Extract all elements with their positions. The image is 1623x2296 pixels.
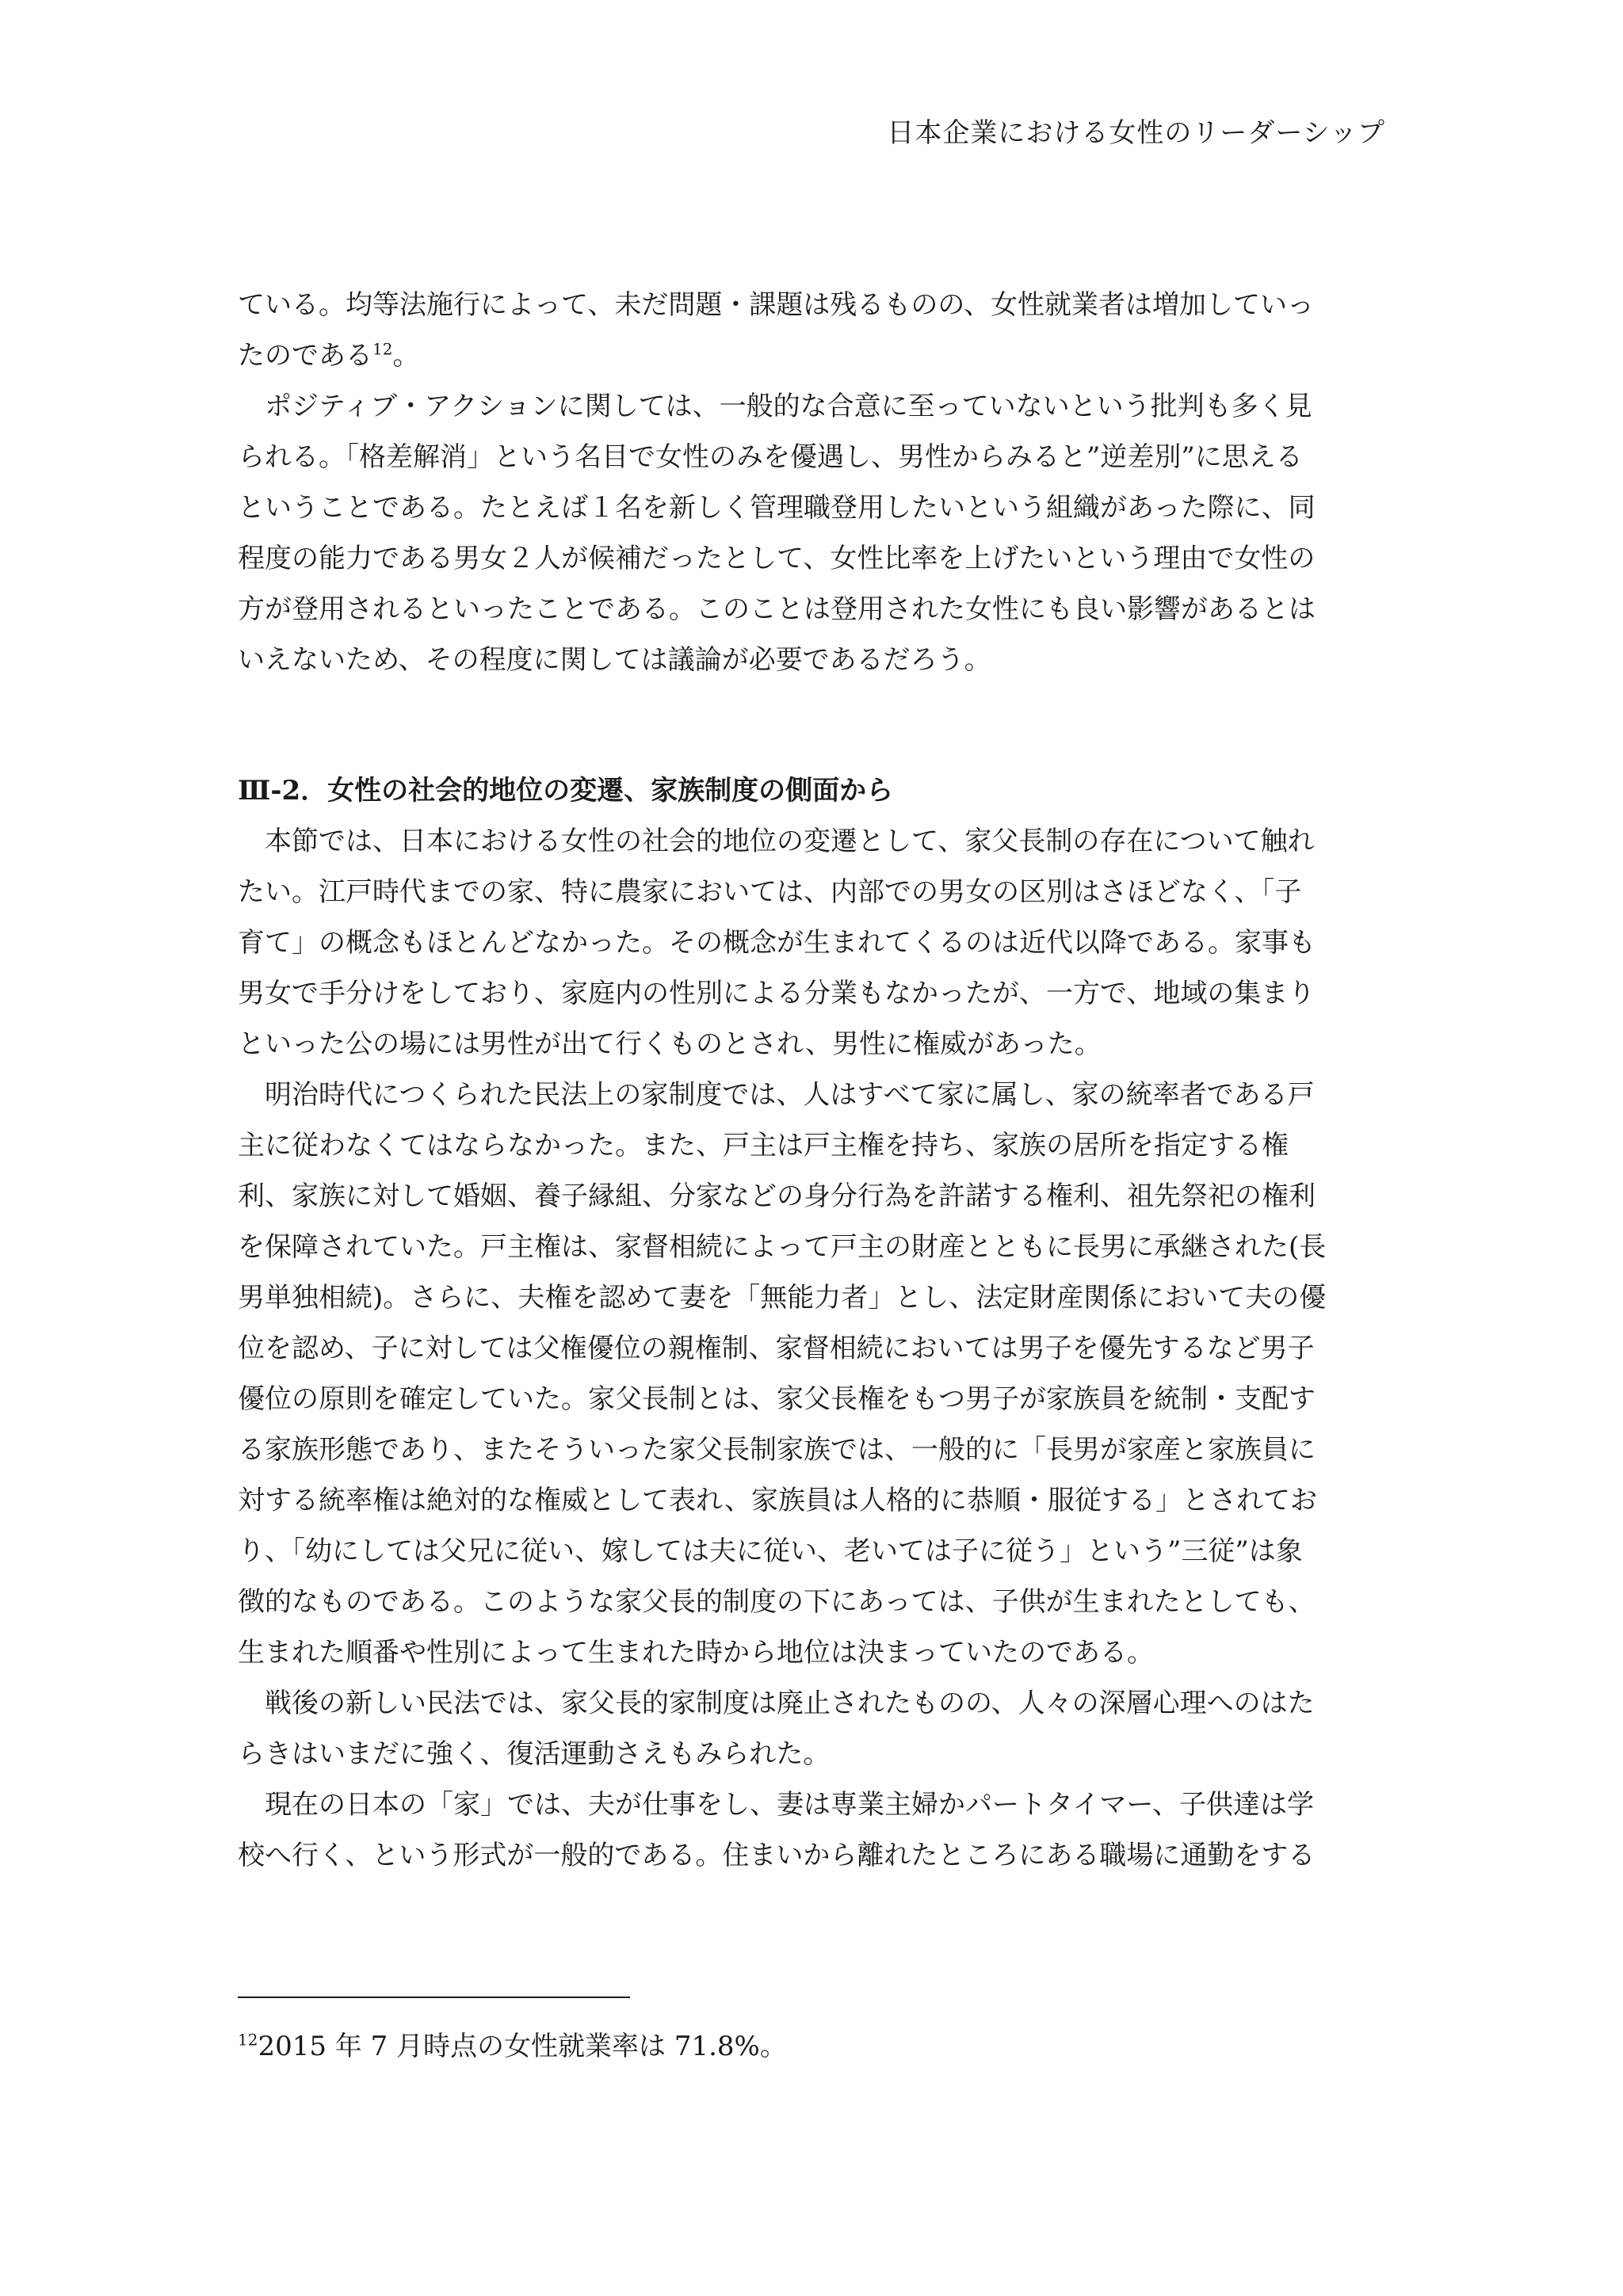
body-line: 生まれた順番や性別によって生まれた時から地位は決まっていたのである。 xyxy=(238,1637,1154,1669)
footnote-text: 2015 年 7 月時点の女性就業率は 71.8%。 xyxy=(258,2031,787,2062)
body-line: 男女で手分けをしており、家庭内の性別による分業もなかったが、一方で、地域の集まり xyxy=(238,978,1316,1009)
footnote-separator xyxy=(238,1997,630,1998)
body-line: られる。「格差解消」という名目で女性のみを優遇し、男性からみると”逆差別”に思える xyxy=(238,441,1303,473)
running-header: 日本企業における女性のリーダーシップ xyxy=(887,117,1385,149)
body-line: 明治時代につくられた民法上の家制度では、人はすべて家に属し、家の統率者である戸 xyxy=(238,1079,1315,1111)
body-line: 方が登用されるといったことである。このことは登用された女性にも良い影響があるとは xyxy=(238,593,1316,625)
body-line: 男単独相続)。さらに、夫権を認めて妻を「無能力者」とし、法定財産関係において夫の優 xyxy=(238,1282,1327,1314)
body-line xyxy=(238,338,419,374)
body-line: らきはいまだに強く、復活運動さえもみられた。 xyxy=(238,1738,831,1770)
body-line: いえないため、その程度に関しては議論が必要であるだろう。 xyxy=(238,644,991,676)
footnote xyxy=(238,2024,787,2063)
body-line: 校へ行く、という形式が一般的である。住まいから離れたところにある職場に通勤をする xyxy=(238,1840,1316,1871)
body-line: 戦後の新しい民法では、家父長的家制度は廃止されたものの、人々の深層心理へのはた xyxy=(238,1688,1315,1719)
body-line: 徴的なものである。このような家父長的制度の下にあっては、子供が生まれたとしても、 xyxy=(238,1586,1316,1618)
body-line: ポジティブ・アクションに関しては、一般的な合意に至っていないという批判も多く見 xyxy=(238,391,1312,422)
footnote-mark: 12 xyxy=(238,2030,258,2050)
body-line: 現在の日本の「家」では、夫が仕事をし、妻は専業主婦かパートタイマー、子供達は学 xyxy=(238,1789,1314,1821)
body-line: ている。均等法施行によって、未だ問題・課題は残るものの、女性就業者は増加していっ xyxy=(238,289,1314,321)
body-line: を保障されていた。戸主権は、家督相続によって戸主の財産とともに長男に承継された(長 xyxy=(238,1231,1327,1263)
body-line: 利、家族に対して婚姻、養子縁組、分家などの身分行為を許諾する権利、祖先祭祀の権利 xyxy=(238,1180,1316,1212)
body-line: り、「幼にしては父兄に従い、嫁しては夫に従い、老いては子に従う」という”三従”は象 xyxy=(238,1535,1303,1567)
body-line: 本節では、日本における女性の社会的地位の変遷として、家父長制の存在について触れ xyxy=(238,826,1315,857)
body-line: といった公の場には男性が出て行くものとされ、男性に権威があった。 xyxy=(238,1028,1102,1060)
body-line: ということである。たとえば１名を新しく管理職登用したいという組織があった際に、同 xyxy=(238,492,1316,524)
body-line: 対する統率権は絶対的な権威として表れ、家族員は人格的に恭順・服従する」とされてお xyxy=(238,1485,1318,1516)
footnote-reference[interactable]: 12 xyxy=(372,339,393,359)
body-line: る家族形態であり、またそういった家父長制家族では、一般的に「長男が家産と家族員に xyxy=(238,1434,1316,1466)
body-text: 。 xyxy=(392,340,420,372)
body-line: 育て」の概念もほとんどなかった。その概念が生まれてくるのは近代以降である。家事も xyxy=(238,927,1316,959)
body-text: たのである xyxy=(238,340,372,372)
body-line: 位を認め、子に対しては父権優位の親権制、家督相続においては男子を優先するなど男子 xyxy=(238,1333,1315,1364)
section-heading: Ⅲ-2．女性の社会的地位の変遷、家族制度の側面から xyxy=(238,775,894,807)
body-line: 優位の原則を確定していた。家父長制とは、家父長権をもつ男子が家族員を統制・支配す xyxy=(238,1383,1316,1415)
body-line: 程度の能力である男女２人が候補だったとして、女性比率を上げたいという理由で女性の xyxy=(238,543,1316,574)
body-line: 主に従わなくてはならなかった。また、戸主は戸主権を持ち、家族の居所を指定する権 xyxy=(238,1130,1289,1161)
body-line: たい。江戸時代までの家、特に農家においては、内部での男女の区別はさほどなく、「子 xyxy=(238,876,1302,908)
